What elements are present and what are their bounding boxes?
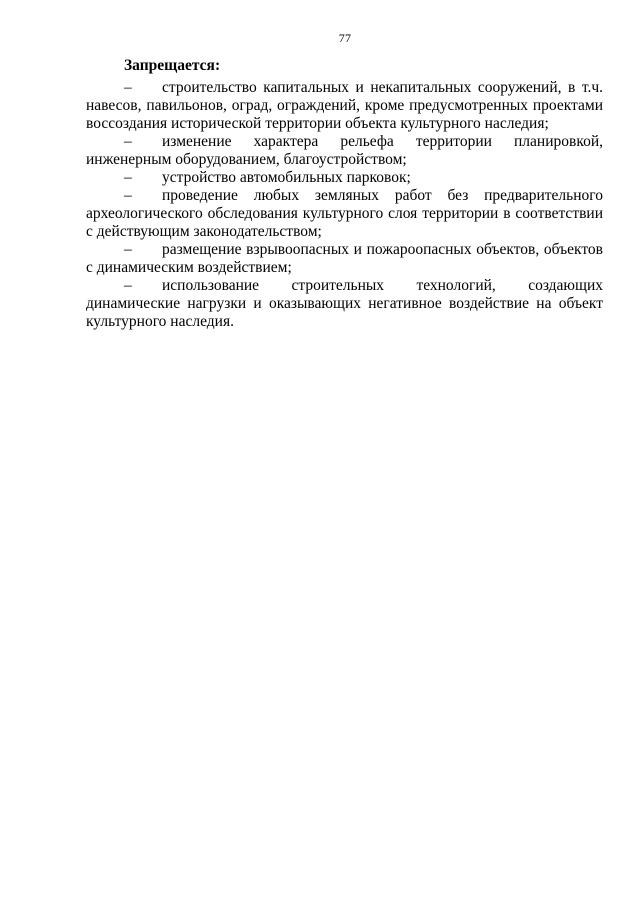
- list-item-text: проведение любых земляных работ без предварительного археологического обследования культурного слоя территории в соответствии с действующим законодательством;: [86, 187, 603, 241]
- list-item: [86, 133, 603, 169]
- page-number: 77: [338, 31, 352, 45]
- list-dash: –: [124, 79, 132, 96]
- list-dash: –: [124, 277, 132, 294]
- list-item-text: использование строительных технологий, создающих динамические нагрузки и оказывающих негативное воздействие на объект культурного наследия.: [86, 277, 603, 331]
- list-dash: –: [124, 187, 132, 204]
- list-item-text: изменение характера рельефа территории планировкой, инженерным оборудованием, благоустройством;: [86, 133, 603, 169]
- list-dash: –: [124, 133, 132, 150]
- list-item: [86, 79, 603, 134]
- list-item: [86, 187, 603, 242]
- list-dash: –: [124, 241, 132, 258]
- list-item-text: строительство капитальных и некапитальных сооружений, в т.ч. навесов, павильонов, оград, ограждений, кроме предусмотренных проектами воссоздания исторической территории объекта культурного наследия;: [86, 79, 603, 133]
- list-item: [86, 241, 603, 277]
- list-item: [86, 277, 603, 332]
- section-heading: Запрещается:: [124, 57, 221, 74]
- list-item-text: устройство автомобильных парковок;: [162, 169, 411, 186]
- list-item-text: размещение взрывоопасных и пожароопасных объектов, объектов с динамическим воздействием;: [86, 241, 603, 277]
- list-item: [86, 169, 603, 187]
- list-dash: –: [124, 169, 132, 186]
